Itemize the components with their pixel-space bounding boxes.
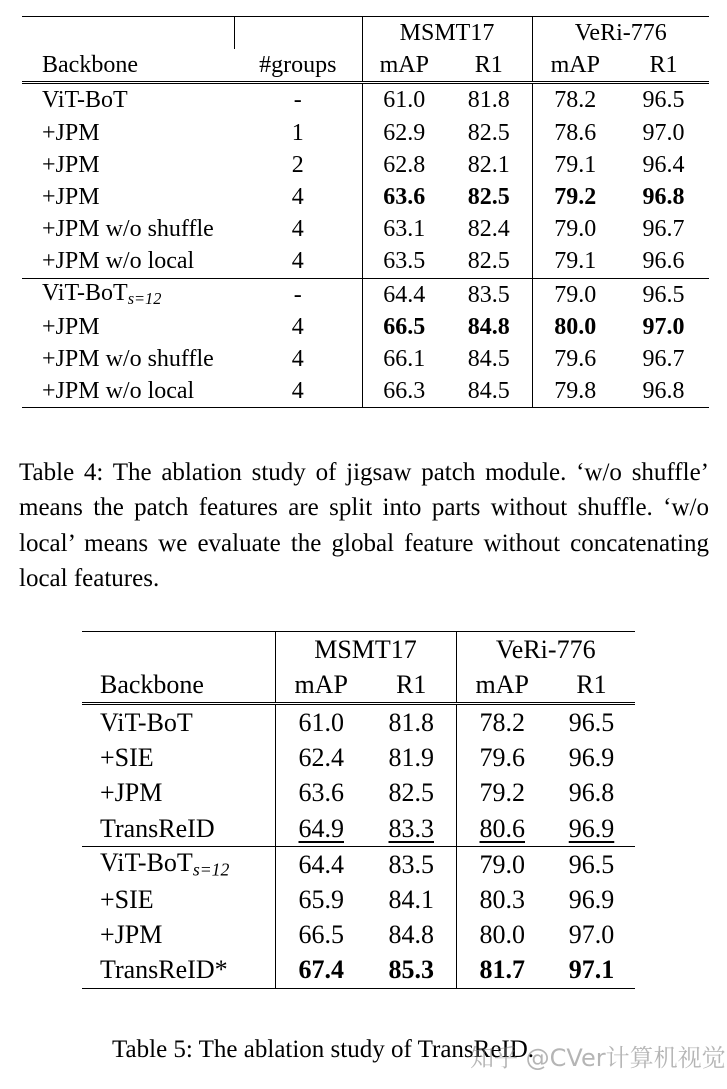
value-cell: 4 (234, 343, 362, 375)
backbone-cell: +JPM (82, 918, 275, 953)
value-cell: 4 (234, 245, 362, 278)
table-5-section-2 (82, 847, 635, 989)
value-cell: 96.7 (642, 216, 685, 243)
value-cell (548, 811, 635, 847)
watermark: 知乎 @CVer计算机视觉 (470, 1044, 726, 1072)
value-cell: 79.0 (479, 849, 525, 879)
value-cell: 62.8 (383, 151, 426, 178)
value-cell: 79.8 (532, 375, 618, 408)
value-cell: 84.8 (367, 918, 456, 953)
value-cell: 96.8 (618, 375, 709, 408)
backbone-cell: +JPM w/o shuffle (42, 216, 214, 243)
backbone-cell: +SIE (82, 741, 275, 776)
underlined-value: 83.3 (388, 813, 434, 843)
value-cell: 78.6 (554, 119, 597, 146)
value-cell: 97.1 (548, 953, 635, 989)
value-cell: 85.3 (367, 953, 456, 989)
value-cell: 63.6 (383, 184, 426, 211)
table-row (22, 343, 709, 375)
backbone-cell: +JPM (42, 184, 100, 211)
table-row (82, 953, 635, 989)
value-cell: 84.1 (367, 882, 456, 917)
value-cell: 79.0 (554, 216, 597, 243)
value-cell: 81.7 (456, 953, 548, 989)
table-5-section-1 (82, 704, 635, 847)
value-cell: 81.8 (367, 704, 456, 741)
table-5-group-header-row (82, 632, 635, 668)
table-row (82, 847, 635, 883)
backbone-cell: TransReID* (82, 953, 275, 989)
value-cell: 4 (234, 181, 362, 213)
value-cell: 79.6 (479, 743, 525, 773)
value-cell: 79.6 (554, 345, 597, 372)
table-5-group-msmt17: MSMT17 (275, 632, 456, 668)
stride-subscript: s=12 (192, 859, 230, 880)
table-row (82, 918, 635, 953)
value-cell: 96.5 (642, 281, 685, 308)
value-cell: 79.1 (554, 151, 597, 178)
value-cell: 96.9 (568, 743, 615, 773)
table-row (22, 375, 709, 408)
value-cell: 61.0 (298, 707, 344, 737)
table-row (22, 117, 709, 149)
value-cell: 1 (234, 117, 362, 149)
value-cell (367, 811, 456, 847)
value-cell: 96.4 (642, 151, 685, 178)
value-cell: 61.0 (383, 87, 426, 114)
table-row (82, 704, 635, 741)
table-row (82, 882, 635, 917)
table-row (22, 311, 709, 343)
table-4-header-backbone: Backbone (22, 49, 234, 83)
value-cell: 79.0 (554, 281, 597, 308)
value-cell: 66.5 (298, 920, 344, 950)
value-cell: 82.4 (446, 213, 532, 245)
value-cell: 96.5 (568, 849, 615, 879)
value-cell: 82.1 (446, 149, 532, 181)
backbone-name: ViT-BoT (42, 280, 128, 307)
backbone-name: ViT-BoT (100, 848, 193, 878)
table-4 (22, 16, 709, 408)
value-cell: 81.8 (446, 83, 532, 117)
value-cell: 97.0 (642, 119, 685, 146)
table-row (22, 245, 709, 278)
value-cell (275, 811, 367, 847)
value-cell: 82.5 (446, 181, 532, 213)
value-cell: 78.2 (479, 707, 525, 737)
underlined-value: 96.9 (568, 813, 615, 843)
value-cell: 97.0 (568, 920, 615, 950)
table-4-group-msmt17: MSMT17 (362, 17, 532, 50)
value-cell: 82.5 (446, 245, 532, 278)
table-4-header-map: mAP (532, 49, 618, 83)
value-cell: 79.2 (479, 778, 525, 808)
table-4-caption: Table 4: The ablation study of jigsaw patch module. ‘w/o shuffle’ means the patch features are split into parts without shuffle. ‘w/o local’ means we evaluate the global feature without concatenating local features. (19, 459, 709, 592)
value-cell: 4 (234, 375, 362, 408)
table-row (22, 278, 709, 311)
table-4-empty-cell (22, 17, 234, 50)
value-cell: 83.5 (367, 847, 456, 883)
value-cell: 84.8 (446, 311, 532, 343)
table-4-section-1 (22, 83, 709, 278)
value-cell: 66.3 (362, 375, 446, 408)
backbone-cell (22, 278, 234, 311)
table-5-column-header-row (82, 667, 635, 704)
value-cell: 97.0 (642, 313, 685, 340)
table-5-header-map: mAP (275, 667, 367, 704)
table-4-header-r1: R1 (618, 49, 709, 83)
value-cell: 63.6 (298, 778, 344, 808)
table-4-group-header-row (22, 17, 709, 50)
table-row (22, 149, 709, 181)
table-row (82, 811, 635, 847)
value-cell: 80.0 (554, 313, 597, 340)
underlined-value: 64.9 (298, 813, 344, 843)
value-cell: 81.9 (367, 741, 456, 776)
table-5-header-r1: R1 (367, 667, 456, 704)
value-cell: 80.0 (479, 920, 525, 950)
value-cell: 67.4 (275, 953, 367, 989)
table-5 (82, 631, 635, 989)
table-4-header-r1: R1 (446, 49, 532, 83)
value-cell: 65.9 (298, 884, 344, 914)
table-row (82, 741, 635, 776)
value-cell: 63.5 (362, 245, 446, 278)
backbone-cell: +SIE (82, 882, 275, 917)
value-cell: 80.3 (479, 884, 525, 914)
table-row (82, 776, 635, 811)
table-5-group-veri776: VeRi-776 (456, 632, 635, 668)
backbone-cell: ViT-BoT (82, 704, 275, 741)
value-cell: 96.7 (642, 345, 685, 372)
table-4-column-header-row (22, 49, 709, 83)
table-4-header-groups: #groups (234, 49, 362, 83)
value-cell: 4 (234, 311, 362, 343)
value-cell: 96.8 (568, 778, 615, 808)
value-cell: 78.2 (554, 87, 597, 114)
value-cell: 63.1 (383, 216, 426, 243)
value-cell: 96.8 (642, 184, 685, 211)
table-4-section-2 (22, 278, 709, 408)
value-cell: 82.5 (367, 776, 456, 811)
backbone-cell: +JPM (42, 313, 100, 340)
value-cell: 83.5 (446, 278, 532, 311)
backbone-cell: +JPM (42, 119, 100, 146)
value-cell: 64.4 (298, 849, 344, 879)
table-row (22, 181, 709, 213)
value-cell: 84.5 (446, 343, 532, 375)
value-cell: 62.9 (383, 119, 426, 146)
backbone-cell: +JPM w/o local (22, 245, 234, 278)
stride-subscript: s=12 (127, 289, 162, 309)
value-cell: 4 (234, 213, 362, 245)
value-cell: 64.4 (383, 281, 426, 308)
table-4-header-map: mAP (362, 49, 446, 83)
value-cell: - (234, 83, 362, 117)
table-4-empty-cell (234, 17, 362, 50)
value-cell: 2 (234, 149, 362, 181)
table-5-header-backbone: Backbone (82, 667, 275, 704)
value-cell: 66.1 (383, 345, 426, 372)
table-5-header-map: mAP (456, 667, 548, 704)
value-cell: 66.5 (383, 313, 426, 340)
value-cell: 82.5 (446, 117, 532, 149)
backbone-cell: +JPM w/o shuffle (42, 345, 214, 372)
table-5-caption: Table 5: The ablation study of TransReID. (112, 1036, 535, 1063)
backbone-cell: +JPM (82, 776, 275, 811)
value-cell: 79.2 (554, 184, 597, 211)
backbone-cell: +JPM (42, 151, 100, 178)
value-cell: 96.9 (568, 884, 615, 914)
table-4-group-veri776: VeRi-776 (532, 17, 709, 50)
table-row (22, 83, 709, 117)
backbone-cell: +JPM w/o local (22, 375, 234, 408)
underlined-value: 80.6 (479, 813, 525, 843)
backbone-cell: TransReID (82, 811, 275, 847)
value-cell: 84.5 (446, 375, 532, 408)
table-5-empty-cell (82, 632, 275, 668)
table-row (22, 213, 709, 245)
table-5-header-r1: R1 (548, 667, 635, 704)
value-cell: 96.5 (642, 87, 685, 114)
backbone-cell: ViT-BoT (42, 87, 128, 114)
value-cell (456, 811, 548, 847)
value-cell: - (234, 278, 362, 311)
value-cell: 62.4 (298, 743, 344, 773)
value-cell: 96.6 (618, 245, 709, 278)
value-cell: 79.1 (532, 245, 618, 278)
backbone-cell (82, 847, 275, 883)
value-cell: 96.5 (568, 707, 615, 737)
